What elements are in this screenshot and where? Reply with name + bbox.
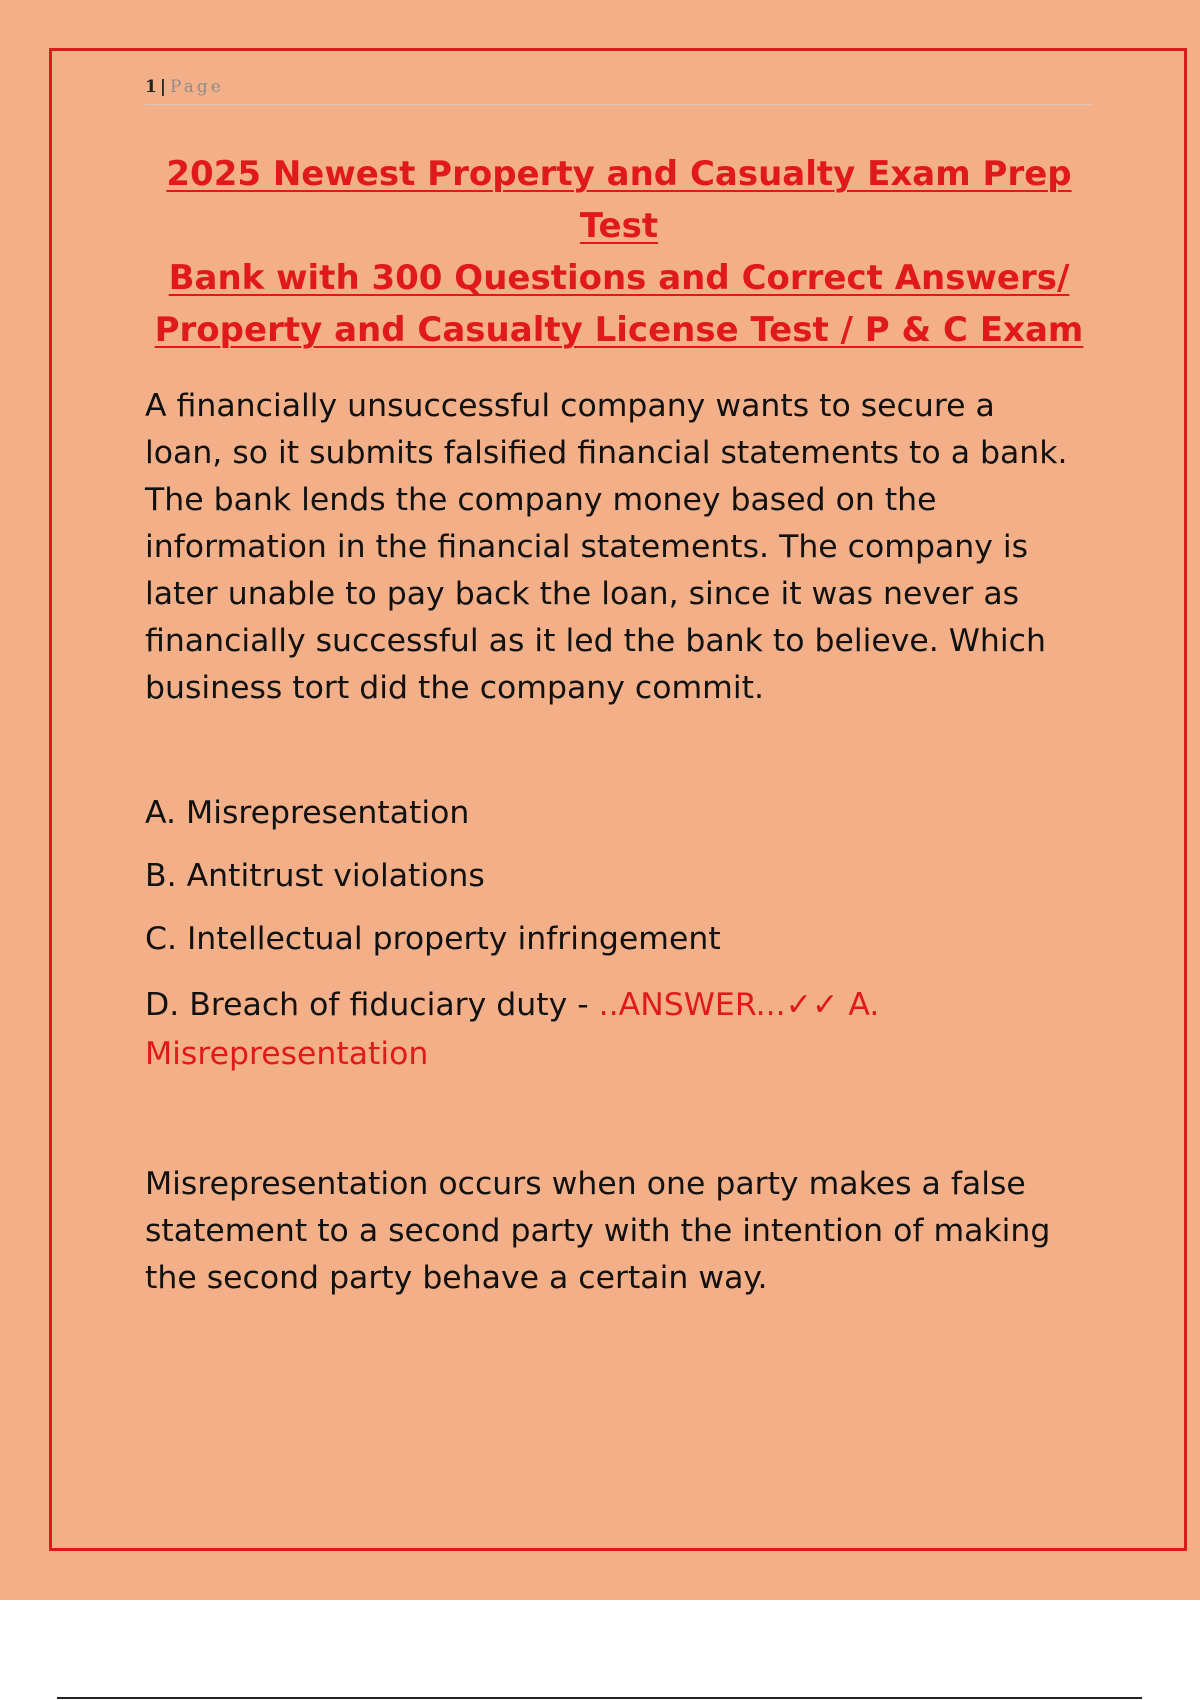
question-line: later unable to pay back the loan, since it was never as <box>145 576 1020 612</box>
option-a: A. Misrepresentation <box>145 795 470 831</box>
title-line: 2025 Newest Property and Casualty Exam Prep Test <box>166 154 1072 246</box>
option-d <box>145 982 879 1029</box>
question-line: The bank lends the company money based on the <box>145 482 937 518</box>
answer-marker: ..ANSWER...✓✓ A. <box>598 987 880 1023</box>
explanation-text <box>145 1161 1105 1302</box>
question-line: business tort did the company commit. <box>145 670 764 706</box>
title-line: Bank with 300 Questions and Correct Answers/ <box>168 258 1070 298</box>
option-b: B. Antitrust violations <box>145 858 485 894</box>
page-separator: | <box>159 77 167 97</box>
question-text <box>145 383 1105 712</box>
question-line: information in the financial statements. The company is <box>145 529 1029 565</box>
question-line: financially successful as it led the bank to believe. Which <box>145 623 1046 659</box>
footer-divider <box>57 1697 1142 1699</box>
question-line: loan, so it submits falsified financial statements to a bank. <box>145 435 1068 471</box>
page-label: Page <box>170 77 224 97</box>
page-header <box>145 74 1093 105</box>
option-c: C. Intellectual property infringement <box>145 921 721 957</box>
page-number: 1 <box>145 77 157 97</box>
answer-text: Misrepresentation <box>145 1036 429 1072</box>
option-d-label: D. Breach of fiduciary duty - <box>145 987 599 1023</box>
explanation-line: the second party behave a certain way. <box>145 1260 768 1296</box>
explanation-line: statement to a second party with the intention of making <box>145 1213 1051 1249</box>
explanation-line: Misrepresentation occurs when one party makes a false <box>145 1166 1026 1202</box>
question-line: A financially unsuccessful company wants to secure a <box>145 388 995 424</box>
document-title <box>145 148 1093 356</box>
title-line: Property and Casualty License Test / P & C Exam <box>154 310 1084 350</box>
